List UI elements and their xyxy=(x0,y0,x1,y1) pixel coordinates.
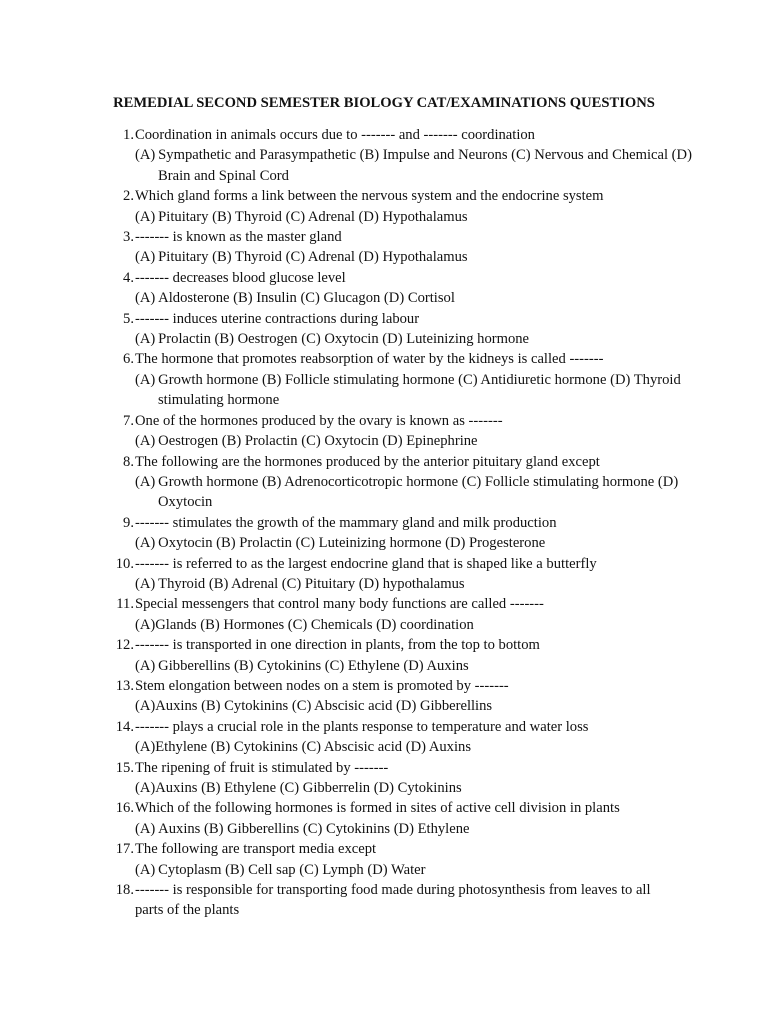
question-item xyxy=(0,309,768,350)
question-list xyxy=(0,125,768,921)
question-item xyxy=(0,452,768,513)
question-item xyxy=(0,839,768,880)
question-number: 3. xyxy=(123,229,134,246)
question-stem: Which of the following hormones is formed in sites of active cell division in plants xyxy=(135,800,620,817)
question-number: 8. xyxy=(123,453,134,470)
question-options: (A)Auxins (B) Ethylene (C) Gibberrelin (D) Cytokinins xyxy=(135,780,462,796)
question-item xyxy=(0,594,768,635)
question-item xyxy=(0,513,768,554)
question-options: (A)Glands (B) Hormones (C) Chemicals (D) coordination xyxy=(135,616,474,633)
question-stem: ------- induces uterine contractions during labour xyxy=(135,310,420,327)
question-number: 6. xyxy=(123,351,134,368)
question-stem: ------- decreases blood glucose level xyxy=(135,269,346,286)
question-number: 1. xyxy=(123,127,134,143)
question-number: 11. xyxy=(116,596,134,613)
question-item xyxy=(0,880,768,921)
question-stem: ------- is known as the master gland xyxy=(135,229,342,246)
question-stem: The ripening of fruit is stimulated by ------- xyxy=(135,759,389,776)
question-stem: The following are transport media except xyxy=(135,841,377,858)
question-number: 7. xyxy=(123,412,134,429)
question-number: 12. xyxy=(115,637,134,654)
question-number: 15. xyxy=(115,759,134,776)
question-stem: Special messengers that control many body functions are called ------- xyxy=(135,596,544,613)
question-options: (A) Oxytocin (B) Prolactin (C) Luteinizing hormone (D) Progesterone xyxy=(135,535,546,552)
question-number: 14. xyxy=(115,718,134,735)
page-title: REMEDIAL SECOND SEMESTER BIOLOGY CAT/EXAMINATIONS QUESTIONS xyxy=(113,95,655,111)
question-stem: ------- is referred to as the largest endocrine gland that is shaped like a butterfly xyxy=(135,555,597,572)
question-stem: Stem elongation between nodes on a stem is promoted by ------- xyxy=(135,677,509,694)
question-stem: ------- stimulates the growth of the mammary gland and milk production xyxy=(135,514,557,531)
question-options: (A)Auxins (B) Cytokinins (C) Abscisic acid (D) Gibberellins xyxy=(135,698,493,715)
question-options: (A) Pituitary (B) Thyroid (C) Adrenal (D) Hypothalamus xyxy=(135,208,468,225)
question-number: 17. xyxy=(115,841,134,858)
question-item xyxy=(0,227,768,268)
question-item xyxy=(0,554,768,595)
question-number: 4. xyxy=(123,269,134,286)
question-number: 2. xyxy=(123,188,134,205)
question-item xyxy=(0,676,768,717)
question-options: (A) Oestrogen (B) Prolactin (C) Oxytocin (D) Epinephrine xyxy=(135,433,478,450)
question-stem: Which gland forms a link between the nervous system and the endocrine system xyxy=(135,188,604,205)
question-item xyxy=(0,349,768,410)
question-number: 9. xyxy=(123,514,134,531)
question-item xyxy=(0,186,768,227)
question-item xyxy=(0,125,768,186)
question-options: (A)Ethylene (B) Cytokinins (C) Abscisic acid (D) Auxins xyxy=(135,739,472,756)
question-stem: ------- plays a crucial role in the plants response to temperature and water loss xyxy=(135,718,589,735)
question-stem: The hormone that promotes reabsorption of water by the kidneys is called ------- xyxy=(135,351,604,368)
question-options: (A) Growth hormone (B) Follicle stimulating hormone (C) Antidiuretic hormone (D) Thyroid stimulating hormone xyxy=(135,371,681,409)
question-item xyxy=(0,798,768,839)
question-options: (A) Gibberellins (B) Cytokinins (C) Ethylene (D) Auxins xyxy=(135,657,469,674)
question-item xyxy=(0,411,768,452)
question-stem: The following are the hormones produced by the anterior pituitary gland except xyxy=(135,453,600,470)
question-number: 5. xyxy=(123,310,134,327)
question-options: (A) Pituitary (B) Thyroid (C) Adrenal (D) Hypothalamus xyxy=(135,249,468,266)
question-item xyxy=(0,758,768,799)
question-item xyxy=(0,635,768,676)
question-options: (A) Growth hormone (B) Adrenocorticotropic hormone (C) Follicle stimulating hormone (D) Oxytocin xyxy=(135,473,679,511)
question-options: (A) Thyroid (B) Adrenal (C) Pituitary (D) hypothalamus xyxy=(135,575,465,592)
question-options: (A) Auxins (B) Gibberellins (C) Cytokinins (D) Ethylene xyxy=(135,820,470,837)
question-stem: One of the hormones produced by the ovary is known as ------- xyxy=(135,412,503,429)
question-number: 18. xyxy=(115,882,134,899)
question-options: (A) Aldosterone (B) Insulin (C) Glucagon (D) Cortisol xyxy=(135,290,455,307)
question-stem: ------- is transported in one direction in plants, from the top to bottom xyxy=(135,637,540,654)
question-options: (A) Sympathetic and Parasympathetic (B) Impulse and Neurons (C) Nervous and Chemical (D) Brain and Spinal Cord xyxy=(135,147,692,184)
question-number: 10. xyxy=(115,555,134,572)
question-number: 13. xyxy=(115,677,134,694)
question-stem: ------- is responsible for transporting food made during photosynthesis from leaves to all parts of the plants xyxy=(135,882,651,919)
question-stem: Coordination in animals occurs due to ------- and ------- coordination xyxy=(135,127,535,143)
question-options: (A) Cytoplasm (B) Cell sap (C) Lymph (D) Water xyxy=(135,861,426,878)
question-number: 16. xyxy=(115,800,134,817)
question-options: (A) Prolactin (B) Oestrogen (C) Oxytocin (D) Luteinizing hormone xyxy=(135,331,530,348)
question-item xyxy=(0,717,768,758)
question-item xyxy=(0,268,768,309)
